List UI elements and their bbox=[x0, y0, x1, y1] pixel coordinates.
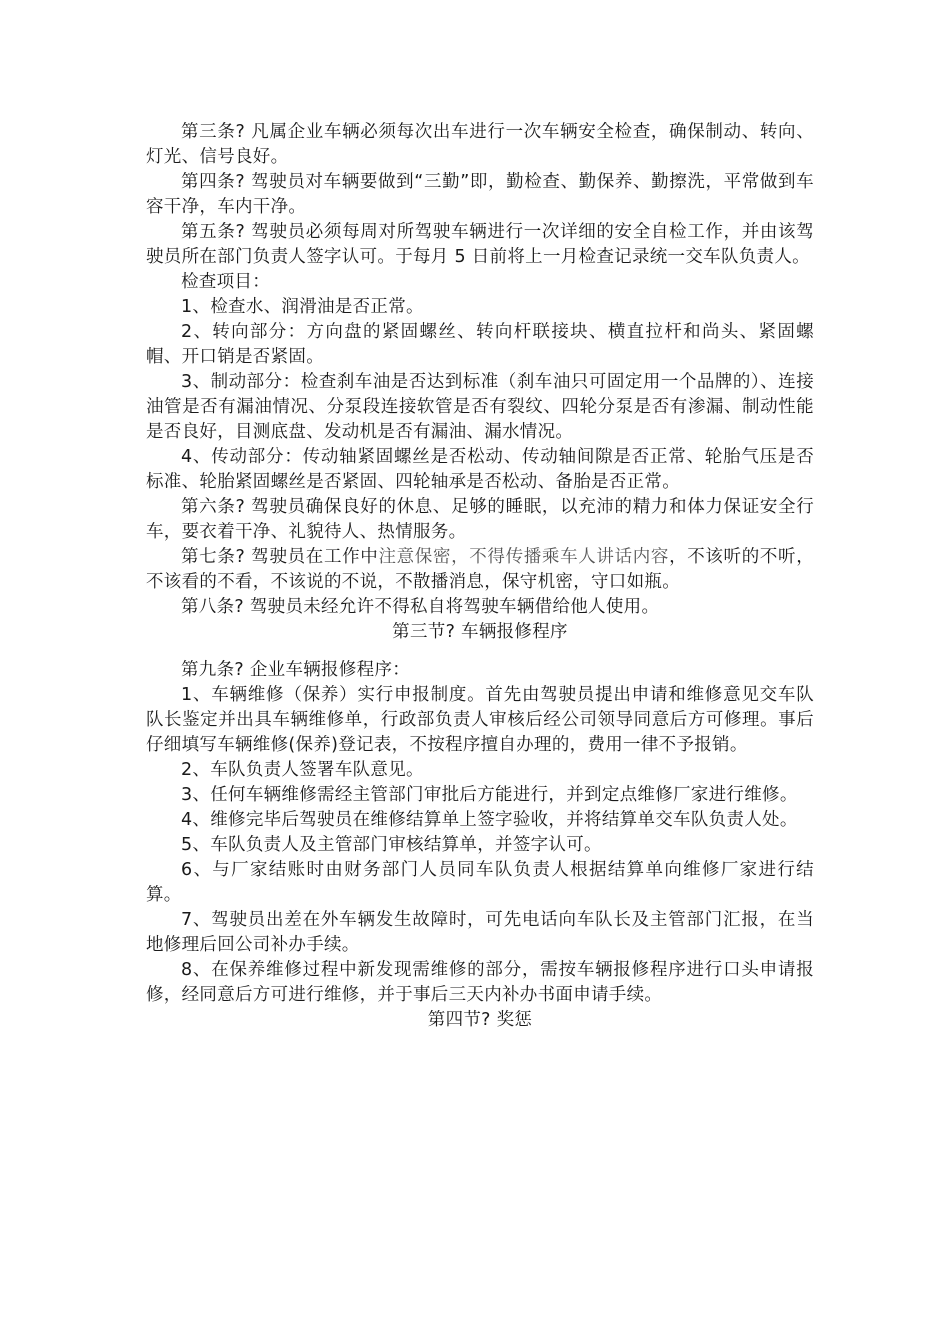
inspection-items-label: 检查项目： bbox=[181, 272, 270, 292]
article-7-before: 第七条? 驾驶员在工作中 bbox=[181, 547, 379, 567]
article-7-after: ，不该听的不听，不该看的不看，不该说的不说，不散播消息，保守机密，守口如瓶。 bbox=[146, 547, 815, 592]
spacer bbox=[146, 645, 814, 658]
inspection-item-1: 1、检查水、润滑油是否正常。 bbox=[181, 297, 424, 317]
section-3-heading: 第三节? 车辆报修程序 bbox=[392, 622, 568, 642]
article-9: 第九条? 企业车辆报修程序： bbox=[181, 660, 411, 680]
repair-step-6: 6、与厂家结账时由财务部门人员同车队负责人根据结算单向维修厂家进行结算。 bbox=[146, 860, 814, 905]
repair-step-8: 8、在保养维修过程中新发现需维修的部分，需按车辆报修程序进行口头申请报修，经同意后方可进行维修，并于事后三天内补办书面申请手续。 bbox=[146, 960, 814, 1005]
article-5: 第五条? 驾驶员必须每周对所驾驶车辆进行一次详细的安全自检工作，并由该驾驶员所在部门负责人签字认可。于每月 5 日前将上一月检查记录统一交车队负责人。 bbox=[146, 222, 814, 267]
inspection-item-3: 3、制动部分：检查刹车油是否达到标准（刹车油只可固定用一个品牌的）、连接油管是否有漏油情况、分泵段连接软管是否有裂纹、四轮分泵是否有渗漏、制动性能是否良好，目测底盘、发动机是否有漏油、漏水情况。 bbox=[146, 372, 814, 442]
repair-step-2: 2、车队负责人签署车队意见。 bbox=[181, 760, 424, 780]
article-8: 第八条? 驾驶员未经允许不得私自将驾驶车辆借给他人使用。 bbox=[181, 597, 660, 617]
document-body bbox=[146, 120, 814, 1033]
article-4: 第四条? 驾驶员对车辆要做到“三勤”即，勤检查、勤保养、勤擦洗，平常做到车容干净，车内干净。 bbox=[146, 172, 814, 217]
repair-step-4: 4、维修完毕后驾驶员在维修结算单上签字验收，并将结算单交车队负责人处。 bbox=[181, 810, 798, 830]
inspection-item-2: 2、转向部分：方向盘的紧固螺丝、转向杆联接块、横直拉杆和尚头、紧固螺帽、开口销是否紧固。 bbox=[146, 322, 814, 367]
article-6: 第六条? 驾驶员确保良好的休息、足够的睡眠，以充沛的精力和体力保证安全行车，要衣着干净、礼貌待人、热情服务。 bbox=[146, 497, 814, 542]
article-3: 第三条? 凡属企业车辆必须每次出车进行一次车辆安全检查，确保制动、转向、灯光、信号良好。 bbox=[146, 122, 814, 167]
repair-step-5: 5、车队负责人及主管部门审核结算单，并签字认可。 bbox=[181, 835, 602, 855]
repair-step-7: 7、驾驶员出差在外车辆发生故障时，可先电话向车队长及主管部门汇报，在当地修理后回公司补办手续。 bbox=[146, 910, 814, 955]
article-7-highlight: 注意保密，不得传播乘车人讲话内容 bbox=[378, 547, 670, 567]
section-4-heading: 第四节? 奖惩 bbox=[427, 1010, 533, 1030]
repair-step-3: 3、任何车辆维修需经主管部门审批后方能进行，并到定点维修厂家进行维修。 bbox=[181, 785, 798, 805]
repair-step-1: 1、车辆维修（保养）实行申报制度。首先由驾驶员提出申请和维修意见交车队队长鉴定并出具车辆维修单，行政部负责人审核后经公司领导同意后方可修理。事后仔细填写车辆维修(保养)登记表，不按程序擅自办理的，费用一律不予报销。 bbox=[146, 685, 814, 755]
article-7 bbox=[146, 545, 814, 595]
inspection-item-4: 4、传动部分：传动轴紧固螺丝是否松动、传动轴间隙是否正常、轮胎气压是否标准、轮胎紧固螺丝是否紧固、四轮轴承是否松动、备胎是否正常。 bbox=[146, 447, 814, 492]
